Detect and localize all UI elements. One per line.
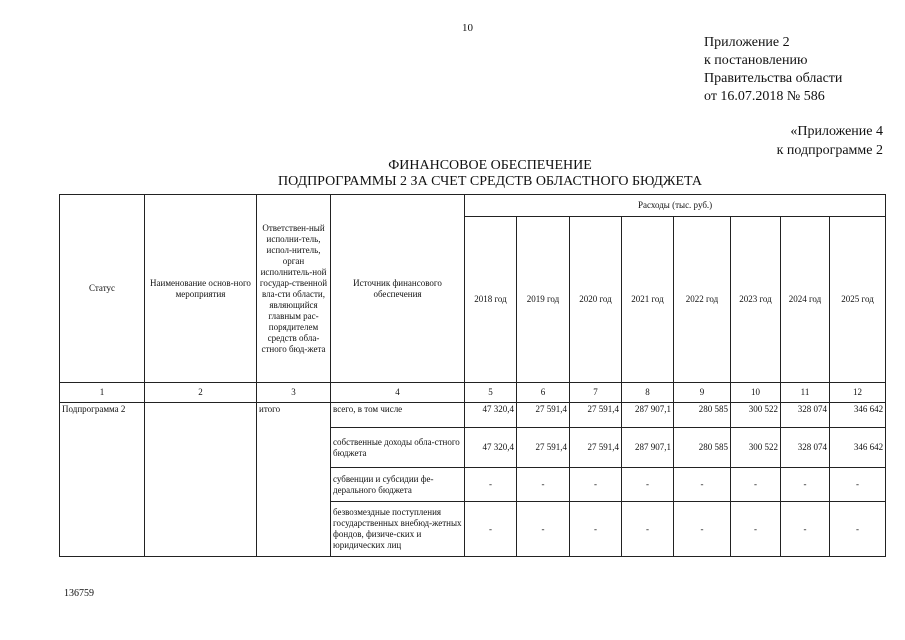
- appendix-line: к постановлению: [704, 53, 808, 68]
- header-year: 2019 год: [517, 217, 570, 383]
- value-cell: 27 591,4: [570, 403, 622, 428]
- header-year: 2022 год: [674, 217, 731, 383]
- value-cell: 27 591,4: [517, 428, 570, 468]
- financing-table: [59, 194, 886, 557]
- column-number: 2: [145, 383, 257, 403]
- source-cell: всего, в том числе: [331, 403, 465, 428]
- value-cell: -: [674, 468, 731, 502]
- column-number: 6: [517, 383, 570, 403]
- document-title: ФИНАНСОВОЕ ОБЕСПЕЧЕНИЕ: [388, 158, 592, 173]
- status-cell: Подпрограмма 2: [60, 403, 145, 557]
- header-year: 2018 год: [465, 217, 517, 383]
- appendix-block: [704, 34, 842, 106]
- value-cell: 47 320,4: [465, 403, 517, 428]
- value-cell: -: [517, 502, 570, 557]
- inner-appendix-line: к подпрограмме 2: [776, 143, 883, 158]
- column-number: 8: [622, 383, 674, 403]
- value-cell: -: [781, 502, 830, 557]
- value-cell: -: [731, 468, 781, 502]
- value-cell: 47 320,4: [465, 428, 517, 468]
- appendix-line: от 16.07.2018 № 586: [704, 89, 825, 104]
- header-year: 2025 год: [830, 217, 886, 383]
- header-responsible: Ответствен-ный исполни-тель, испол-нитель, орган исполнитель-ной государ-ственной вла-сти области, являющийся главным рас-порядителем средств обла-стного бюд-жета: [257, 195, 331, 383]
- value-cell: 287 907,1: [622, 428, 674, 468]
- value-cell: 300 522: [731, 403, 781, 428]
- value-cell: -: [570, 502, 622, 557]
- value-cell: 280 585: [674, 428, 731, 468]
- inner-appendix-block: [777, 122, 883, 160]
- value-cell: -: [622, 502, 674, 557]
- page-number: 10: [462, 22, 473, 34]
- value-cell: 328 074: [781, 428, 830, 468]
- value-cell: -: [517, 468, 570, 502]
- responsible-cell: итого: [257, 403, 331, 557]
- value-cell: 27 591,4: [570, 428, 622, 468]
- value-cell: 300 522: [731, 428, 781, 468]
- value-cell: -: [731, 502, 781, 557]
- inner-appendix-line: «Приложение 4: [790, 124, 883, 139]
- column-number: 10: [731, 383, 781, 403]
- column-number: 9: [674, 383, 731, 403]
- document-subtitle: ПОДПРОГРАММЫ 2 ЗА СЧЕТ СРЕДСТВ ОБЛАСТНОГО БЮДЖЕТА: [278, 174, 702, 189]
- value-cell: -: [830, 502, 886, 557]
- column-number: 7: [570, 383, 622, 403]
- value-cell: -: [830, 468, 886, 502]
- header-year: 2020 год: [570, 217, 622, 383]
- value-cell: -: [465, 468, 517, 502]
- header-year: 2023 год: [731, 217, 781, 383]
- source-cell: субвенции и субсидии фе-дерального бюджета: [331, 468, 465, 502]
- column-number: 11: [781, 383, 830, 403]
- value-cell: -: [622, 468, 674, 502]
- header-status: Статус: [60, 195, 145, 383]
- header-year: 2021 год: [622, 217, 674, 383]
- value-cell: 346 642: [830, 428, 886, 468]
- value-cell: 328 074: [781, 403, 830, 428]
- header-year: 2024 год: [781, 217, 830, 383]
- appendix-line: Приложение 2: [704, 35, 790, 50]
- column-number: 12: [830, 383, 886, 403]
- value-cell: -: [465, 502, 517, 557]
- column-number: 3: [257, 383, 331, 403]
- header-expenses: Расходы (тыс. руб.): [465, 195, 886, 217]
- column-number: 1: [60, 383, 145, 403]
- appendix-line: Правительства области: [704, 71, 843, 86]
- value-cell: -: [674, 502, 731, 557]
- event-cell: [145, 403, 257, 557]
- value-cell: -: [570, 468, 622, 502]
- header-source: Источник финансового обеспечения: [331, 195, 465, 383]
- value-cell: 287 907,1: [622, 403, 674, 428]
- column-number: 4: [331, 383, 465, 403]
- value-cell: 27 591,4: [517, 403, 570, 428]
- value-cell: 346 642: [830, 403, 886, 428]
- value-cell: 280 585: [674, 403, 731, 428]
- column-number: 5: [465, 383, 517, 403]
- footer-code: 136759: [64, 588, 94, 599]
- source-cell: безвозмездные поступления государственных внебюд-жетных фондов, физиче-ских и юридических лиц: [331, 502, 465, 557]
- value-cell: -: [781, 468, 830, 502]
- source-cell: собственные доходы обла-стного бюджета: [331, 428, 465, 468]
- header-event: Наименование основ-ного мероприятия: [145, 195, 257, 383]
